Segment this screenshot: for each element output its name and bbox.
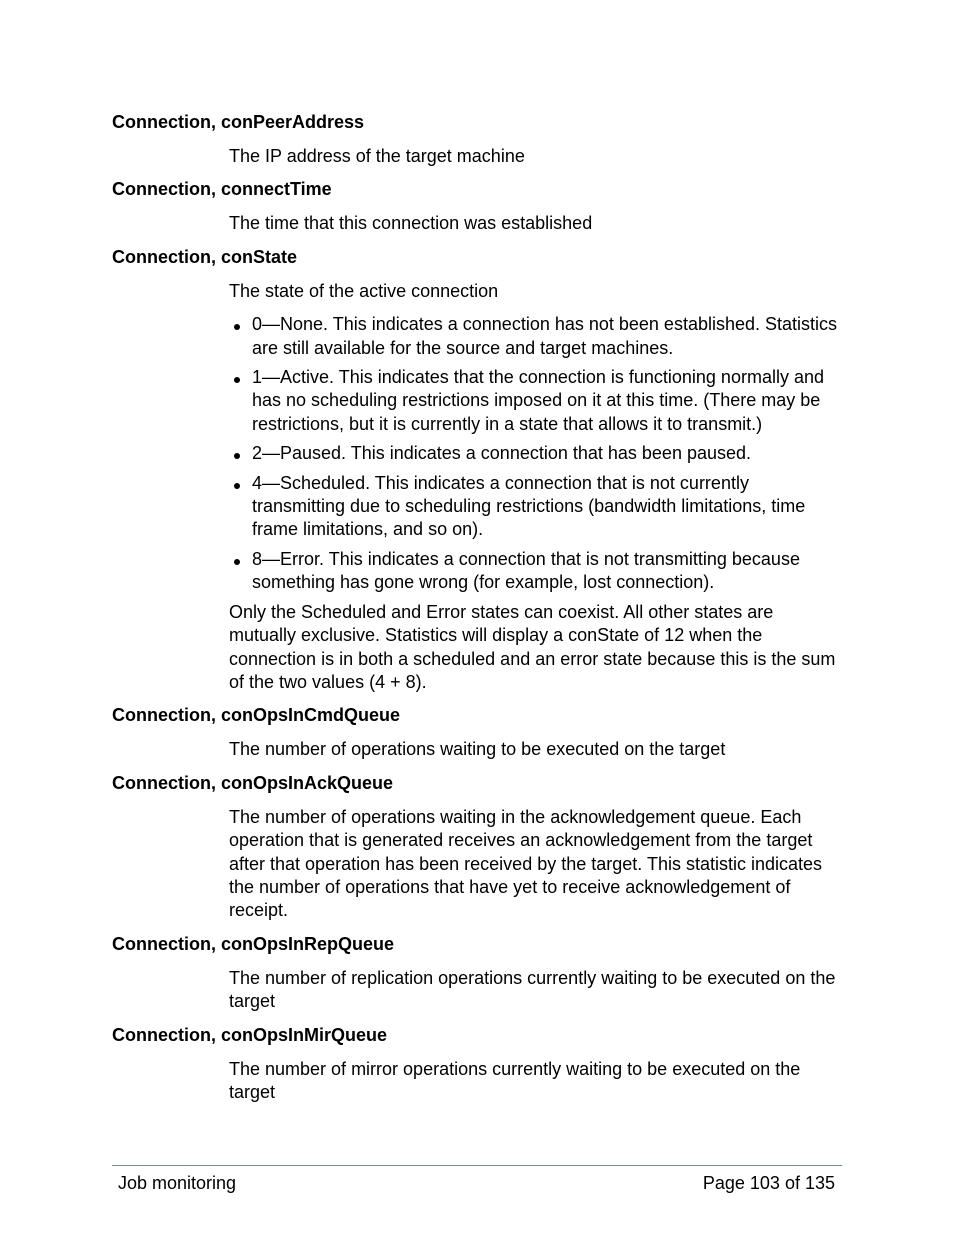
- definition-text: The number of mirror operations currently waiting to be executed on the target: [229, 1058, 801, 1102]
- footer-section-title: Job monitoring: [118, 1173, 237, 1193]
- list-item: 2—Paused. This indicates a connection that has been paused.: [229, 442, 842, 465]
- definition-text: The IP address of the target machine: [229, 146, 525, 166]
- definition-text: The state of the active connection: [229, 280, 499, 301]
- term-connect-time: Connection, connectTime: [112, 179, 332, 200]
- definition-con-ops-in-rep-queue: [229, 967, 842, 1014]
- term-con-peer-address: Connection, conPeerAddress: [112, 112, 365, 132]
- term-con-ops-in-rep-queue: Connection, conOpsInRepQueue: [112, 933, 395, 954]
- definition-con-ops-in-ack-queue: [229, 806, 842, 923]
- definition-con-state: [229, 280, 842, 695]
- footer-divider: [112, 1165, 842, 1166]
- term-con-ops-in-cmd-queue: Connection, conOpsInCmdQueue: [112, 705, 401, 726]
- definition-text: The time that this connection was established: [229, 213, 593, 234]
- con-state-values-list: [229, 313, 842, 594]
- list-item: 8—Error. This indicates a connection that is not transmitting because something has gone wrong (for example, lost connection).: [229, 548, 842, 595]
- term-con-ops-in-ack-queue: Connection, conOpsInAckQueue: [112, 772, 394, 793]
- definition-con-peer-address: [229, 145, 842, 168]
- definition-con-ops-in-cmd-queue: [229, 738, 842, 761]
- definition-text: The number of replication operations currently waiting to be executed on the target: [229, 967, 836, 1012]
- list-item: 0—None. This indicates a connection has not been established. Statistics are still available for the source and target machines.: [229, 313, 842, 360]
- footer-page-number: Page 103 of 135: [702, 1173, 835, 1193]
- definition-text: The number of operations waiting in the acknowledgement queue. Each operation that is generated receives an acknowledgement from the target after that operation has been received by the target. This statistic indicates the number of operations that have yet to receive acknowledgement of receipt.: [229, 806, 823, 921]
- definition-connect-time: [229, 212, 842, 235]
- term-con-state: Connection, conState: [112, 246, 298, 267]
- term-con-ops-in-mir-queue: Connection, conOpsInMirQueue: [112, 1024, 388, 1045]
- definition-text: The number of operations waiting to be executed on the target: [229, 739, 726, 760]
- list-item: 4—Scheduled. This indicates a connection that is not currently transmitting due to scheduling restrictions (bandwidth limitations, time frame limitations, and so on).: [229, 472, 842, 542]
- definition-con-ops-in-mir-queue: [229, 1058, 842, 1105]
- document-body: [112, 111, 842, 1114]
- list-item: 1—Active. This indicates that the connection is functioning normally and has no scheduling restrictions imposed on it at this time. (There may be restrictions, but it is currently in a state that allows it to transmit.): [229, 366, 842, 436]
- con-state-note: Only the Scheduled and Error states can coexist. All other states are mutually exclusive. Statistics will display a conState of 12 when the connection is in both a scheduled and an error state because this is the sum of the two values (4 + 8).: [229, 601, 836, 692]
